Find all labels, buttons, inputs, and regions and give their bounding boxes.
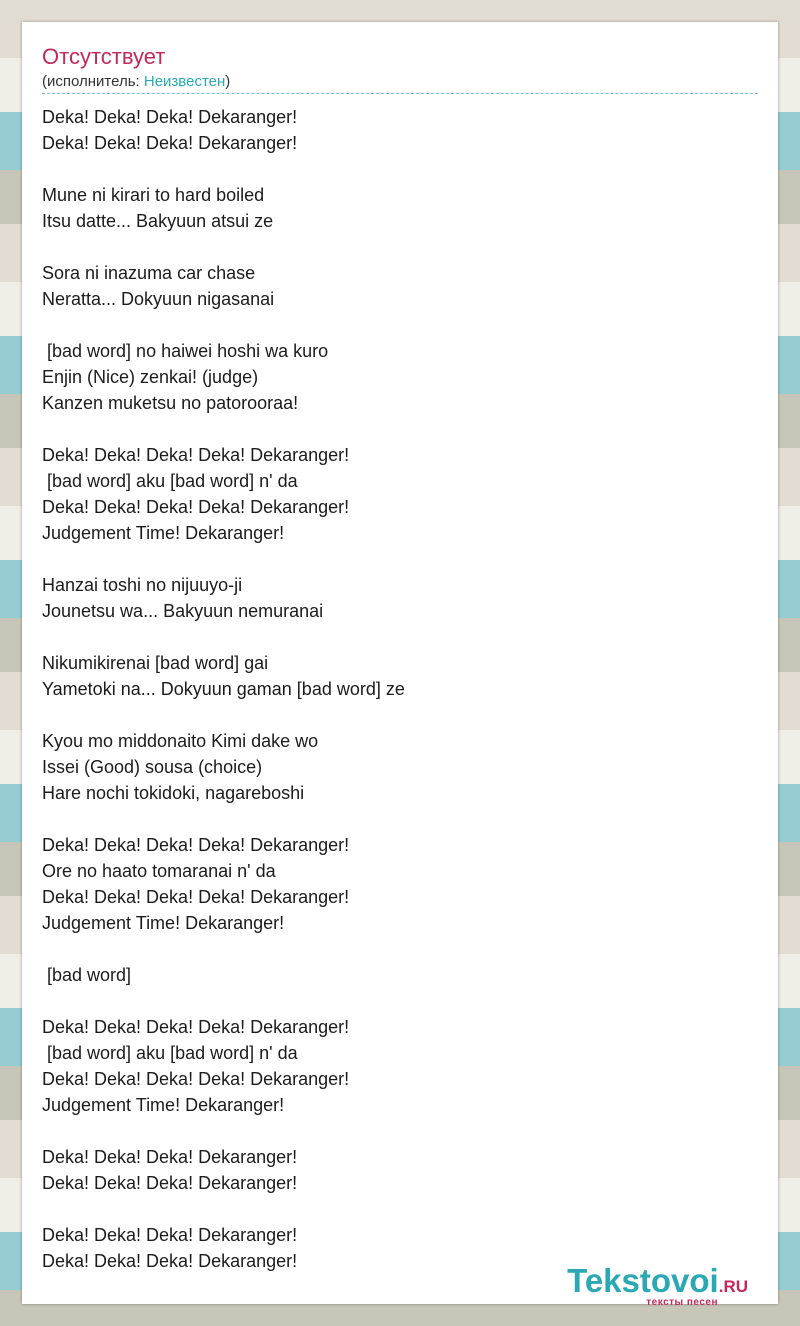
lyric-line: Deka! Deka! Deka! Dekaranger!	[42, 107, 298, 127]
lyric-line: Itsu datte... Bakyuun atsui ze	[42, 211, 274, 231]
lyric-line: [bad word] aku [bad word] n' da	[42, 471, 298, 491]
lyric-line	[42, 1196, 405, 1222]
lyric-line: Sora ni inazuma car chase	[42, 263, 256, 283]
lyric-line: Deka! Deka! Deka! Deka! Dekaranger!	[42, 445, 350, 465]
lyric-line: [bad word] no haiwei hoshi wa kuro	[42, 341, 329, 361]
artist-line	[42, 73, 230, 91]
lyric-line	[42, 234, 405, 260]
lyric-line: Judgement Time! Dekaranger!	[42, 913, 285, 933]
lyric-line: Hanzai toshi no nijuuyo-ji	[42, 575, 243, 595]
artist-suffix: )	[225, 73, 231, 90]
title-divider	[42, 93, 758, 94]
lyrics-text	[42, 104, 405, 1274]
lyric-line: [bad word]	[42, 965, 132, 985]
lyric-line: Kanzen muketsu no patorooraa!	[42, 393, 299, 413]
lyric-line: Issei (Good) sousa (choice)	[42, 757, 263, 777]
lyric-line: Yametoki na... Dokyuun gaman [bad word] ze	[42, 679, 405, 699]
lyric-line	[42, 806, 405, 832]
lyric-line	[42, 546, 405, 572]
logo-tagline: тексты песен	[646, 1297, 718, 1308]
lyric-line: Deka! Deka! Deka! Dekaranger!	[42, 1225, 298, 1245]
lyric-line: Deka! Deka! Deka! Dekaranger!	[42, 1173, 298, 1193]
lyric-line: Enjin (Nice) zenkai! (judge)	[42, 367, 259, 387]
lyric-line	[42, 988, 405, 1014]
lyric-line: Ore no haato tomaranai n' da	[42, 861, 276, 881]
site-logo[interactable]	[567, 1264, 748, 1308]
song-title: Отсутствует	[42, 44, 166, 69]
lyric-line	[42, 936, 405, 962]
lyric-line: Judgement Time! Dekaranger!	[42, 1095, 285, 1115]
lyric-line: Deka! Deka! Deka! Dekaranger!	[42, 1251, 298, 1271]
lyric-line: Neratta... Dokyuun nigasanai	[42, 289, 275, 309]
lyric-line: Deka! Deka! Deka! Dekaranger!	[42, 1147, 298, 1167]
artist-link[interactable]: Неизвестен	[143, 73, 226, 90]
lyric-line: Jounetsu wa... Bakyuun nemuranai	[42, 601, 324, 621]
lyric-line	[42, 1118, 405, 1144]
lyric-line: Nikumikirenai [bad word] gai	[42, 653, 269, 673]
lyric-line: Judgement Time! Dekaranger!	[42, 523, 285, 543]
lyric-line: Deka! Deka! Deka! Deka! Dekaranger!	[42, 835, 350, 855]
lyric-line: Deka! Deka! Deka! Deka! Dekaranger!	[42, 497, 350, 517]
lyric-line	[42, 702, 405, 728]
lyric-line: Mune ni kirari to hard boiled	[42, 185, 265, 205]
logo-tld: .RU	[718, 1277, 748, 1296]
lyric-line: Deka! Deka! Deka! Dekaranger!	[42, 133, 298, 153]
logo-wordmark: Tekstovoi	[567, 1262, 719, 1299]
lyric-line	[42, 416, 405, 442]
lyric-line: Hare nochi tokidoki, nagareboshi	[42, 783, 305, 803]
lyric-line: Kyou mo middonaito Kimi dake wo	[42, 731, 319, 751]
lyric-line	[42, 624, 405, 650]
artist-prefix: (исполнитель:	[42, 73, 144, 90]
lyric-line: [bad word] aku [bad word] n' da	[42, 1043, 298, 1063]
lyric-line	[42, 156, 405, 182]
lyric-line: Deka! Deka! Deka! Deka! Dekaranger!	[42, 1017, 350, 1037]
lyric-line: Deka! Deka! Deka! Deka! Dekaranger!	[42, 887, 350, 907]
lyrics-card	[22, 22, 778, 1308]
lyric-line	[42, 312, 405, 338]
lyric-line: Deka! Deka! Deka! Deka! Dekaranger!	[42, 1069, 350, 1089]
